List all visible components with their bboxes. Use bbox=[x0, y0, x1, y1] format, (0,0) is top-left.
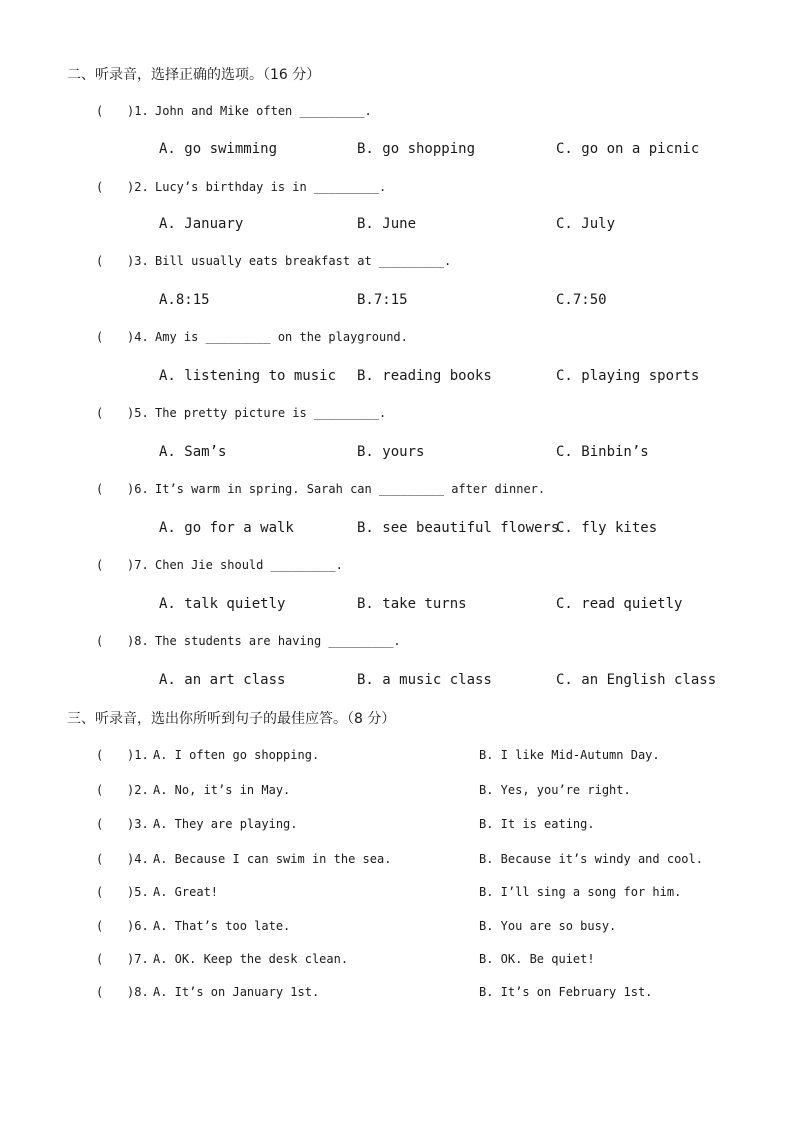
s2-q6-option-a: A. go for a walk bbox=[159, 520, 294, 536]
answer-blank: ( bbox=[96, 558, 104, 572]
s2-q4-option-a: A. listening to music bbox=[159, 368, 337, 384]
option-b: B. You are so busy. bbox=[479, 919, 617, 933]
answer-blank: ( bbox=[96, 783, 104, 797]
option-b: B. Yes, you’re right. bbox=[479, 783, 631, 797]
question-stem: John and Mike often _________. bbox=[155, 104, 372, 118]
option-a: A. I often go shopping. bbox=[153, 748, 320, 762]
option-a: A. Because I can swim in the sea. bbox=[153, 852, 392, 866]
option-a: A. Great! bbox=[153, 885, 219, 899]
question-number: )2. bbox=[127, 180, 149, 194]
s2-q1-option-b: B. go shopping bbox=[357, 141, 476, 157]
answer-blank: ( bbox=[96, 885, 104, 899]
answer-blank: ( bbox=[96, 254, 104, 268]
s2-q3-option-a: A.8:15 bbox=[159, 292, 210, 308]
question-stem: Bill usually eats breakfast at _________. bbox=[155, 254, 452, 268]
question-number: )2. bbox=[127, 783, 149, 797]
section-3-title: 三、听录音，选出你所听到句子的最佳应答。（8 分） bbox=[67, 711, 396, 727]
answer-blank: ( bbox=[96, 330, 104, 344]
question-number: )6. bbox=[127, 919, 149, 933]
answer-blank: ( bbox=[96, 406, 104, 420]
answer-blank: ( bbox=[96, 852, 104, 866]
s2-q4-option-b: B. reading books bbox=[357, 368, 492, 384]
question-number: )7. bbox=[127, 952, 149, 966]
question-stem: It’s warm in spring. Sarah can _________ after dinner. bbox=[155, 482, 546, 496]
answer-blank: ( bbox=[96, 482, 104, 496]
s2-q3-option-c: C.7:50 bbox=[556, 292, 607, 308]
s2-q4-option-c: C. playing sports bbox=[556, 368, 700, 384]
option-b: B. Because it’s windy and cool. bbox=[479, 852, 703, 866]
s2-q1-option-a: A. go swimming bbox=[159, 141, 278, 157]
question-number: )7. bbox=[127, 558, 149, 572]
option-a: A. That’s too late. bbox=[153, 919, 291, 933]
s2-q2-option-a: A. January bbox=[159, 216, 244, 232]
answer-blank: ( bbox=[96, 748, 104, 762]
question-stem: Amy is _________ on the playground. bbox=[155, 330, 408, 344]
s2-q2-option-b: B. June bbox=[357, 216, 417, 232]
answer-blank: ( bbox=[96, 180, 104, 194]
question-number: )8. bbox=[127, 985, 149, 999]
question-stem: The pretty picture is _________. bbox=[155, 406, 387, 420]
question-number: )6. bbox=[127, 482, 149, 496]
option-b: B. I like Mid-Autumn Day. bbox=[479, 748, 660, 762]
question-stem: Chen Jie should _________. bbox=[155, 558, 343, 572]
question-number: )3. bbox=[127, 254, 149, 268]
s2-q8-option-c: C. an English class bbox=[556, 672, 717, 688]
s2-q8-option-b: B. a music class bbox=[357, 672, 492, 688]
answer-blank: ( bbox=[96, 104, 104, 118]
question-stem: The students are having _________. bbox=[155, 634, 401, 648]
option-b: B. OK. Be quiet! bbox=[479, 952, 595, 966]
question-number: )5. bbox=[127, 406, 149, 420]
s2-q5-option-a: A. Sam’s bbox=[159, 444, 227, 460]
answer-blank: ( bbox=[96, 634, 104, 648]
option-a: A. No, it’s in May. bbox=[153, 783, 291, 797]
answer-blank: ( bbox=[96, 817, 104, 831]
s2-q3-option-b: B.7:15 bbox=[357, 292, 408, 308]
question-number: )3. bbox=[127, 817, 149, 831]
answer-blank: ( bbox=[96, 952, 104, 966]
s2-q5-option-b: B. yours bbox=[357, 444, 425, 460]
question-number: )5. bbox=[127, 885, 149, 899]
question-number: )1. bbox=[127, 748, 149, 762]
question-stem: Lucy’s birthday is in _________. bbox=[155, 180, 387, 194]
s2-q8-option-a: A. an art class bbox=[159, 672, 286, 688]
option-b: B. It’s on February 1st. bbox=[479, 985, 653, 999]
section-2-title: 二、听录音，选择正确的选项。（16 分） bbox=[67, 67, 321, 83]
s2-q7-option-b: B. take turns bbox=[357, 596, 467, 612]
option-a: A. OK. Keep the desk clean. bbox=[153, 952, 349, 966]
question-number: )4. bbox=[127, 330, 149, 344]
s2-q7-option-a: A. talk quietly bbox=[159, 596, 286, 612]
question-number: )4. bbox=[127, 852, 149, 866]
s2-q6-option-c: C. fly kites bbox=[556, 520, 658, 536]
s2-q2-option-c: C. July bbox=[556, 216, 616, 232]
s2-q7-option-c: C. read quietly bbox=[556, 596, 683, 612]
option-a: A. They are playing. bbox=[153, 817, 298, 831]
answer-blank: ( bbox=[96, 985, 104, 999]
s2-q1-option-c: C. go on a picnic bbox=[556, 141, 700, 157]
option-a: A. It’s on January 1st. bbox=[153, 985, 320, 999]
s2-q6-option-b: B. see beautiful flowers bbox=[357, 520, 560, 536]
s2-q5-option-c: C. Binbin’s bbox=[556, 444, 649, 460]
option-b: B. It is eating. bbox=[479, 817, 595, 831]
question-number: )1. bbox=[127, 104, 149, 118]
question-number: )8. bbox=[127, 634, 149, 648]
answer-blank: ( bbox=[96, 919, 104, 933]
option-b: B. I’ll sing a song for him. bbox=[479, 885, 682, 899]
